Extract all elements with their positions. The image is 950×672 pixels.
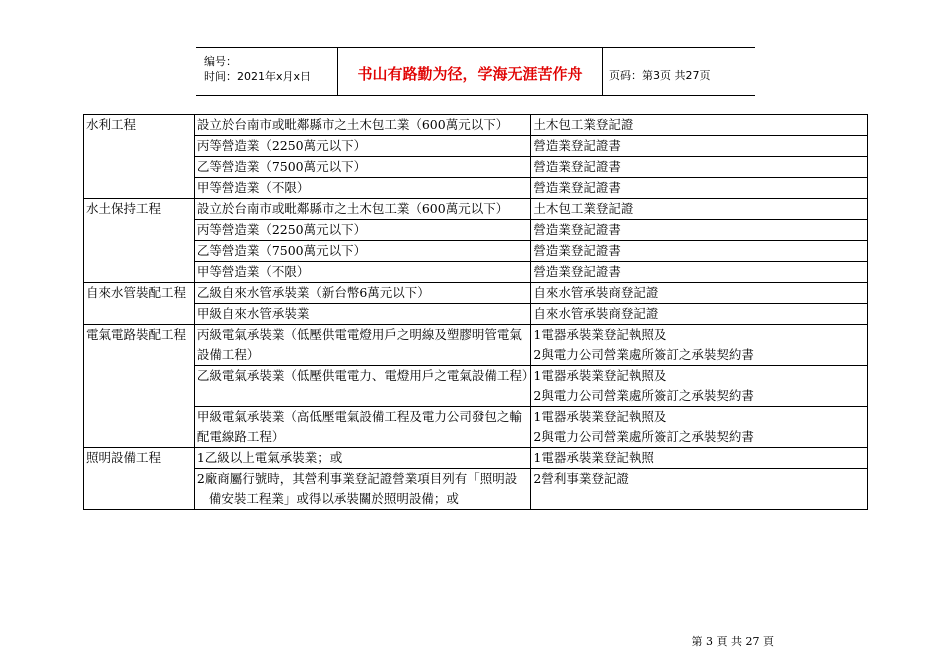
table-row bbox=[84, 448, 868, 469]
qualification-cell: 乙等營造業（7500萬元以下） bbox=[194, 241, 531, 262]
table-row bbox=[84, 407, 868, 448]
qualification-cell: 甲等營造業（不限） bbox=[194, 262, 531, 283]
document-line: 2與電力公司營業處所簽訂之承裝契約書 bbox=[533, 347, 754, 362]
category-cell: 電氣電路裝配工程 bbox=[84, 325, 195, 448]
number-label: 编号： bbox=[204, 55, 237, 68]
qualification-cell: 2廠商屬行號時，其營利事業登記證營業項目列有「照明設備安裝工程業」或得以承裝關於照明設備；或 bbox=[194, 469, 531, 510]
table-row bbox=[84, 283, 868, 304]
qualification-cell: 甲級電氣承裝業（高低壓電氣設備工程及電力公司發包之輸配電線路工程） bbox=[194, 407, 531, 448]
table-row bbox=[84, 304, 868, 325]
qualification-cell: 甲等營造業（不限） bbox=[194, 178, 531, 199]
document-cell: 營造業登記證書 bbox=[531, 178, 868, 199]
document-cell: 1電器承裝業登記執照 bbox=[531, 448, 868, 469]
document-cell: 營造業登記證書 bbox=[531, 241, 868, 262]
qualification-cell: 乙級電氣承裝業（低壓供電電力、電燈用戶之電氣設備工程） bbox=[194, 366, 531, 407]
document-cell: 營造業登記證書 bbox=[531, 262, 868, 283]
table-row bbox=[84, 241, 868, 262]
table-row bbox=[84, 262, 868, 283]
page-header bbox=[196, 47, 755, 96]
qualification-cell: 乙等營造業（7500萬元以下） bbox=[194, 157, 531, 178]
qualification-cell: 丙等營造業（2250萬元以下） bbox=[194, 220, 531, 241]
qualification-cell: 1乙級以上電氣承裝業；或 bbox=[194, 448, 531, 469]
document-line: 1電器承裝業登記執照及 bbox=[533, 409, 667, 424]
table-row bbox=[84, 220, 868, 241]
table-row bbox=[84, 469, 868, 510]
document-line: 1電器承裝業登記執照及 bbox=[533, 368, 667, 383]
qualification-cell: 丙等營造業（2250萬元以下） bbox=[194, 136, 531, 157]
table-row bbox=[84, 136, 868, 157]
category-cell: 水利工程 bbox=[84, 115, 195, 199]
document-cell: 營造業登記證書 bbox=[531, 157, 868, 178]
page-footer: 第 3 頁 共 27 頁 bbox=[691, 635, 774, 648]
document-line: 1電器承裝業登記執照及 bbox=[533, 327, 667, 342]
document-cell: 土木包工業登記證 bbox=[531, 199, 868, 220]
table-row bbox=[84, 178, 868, 199]
table-row bbox=[84, 366, 868, 407]
table-row bbox=[84, 199, 868, 220]
table-row bbox=[84, 115, 868, 136]
document-cell: 自來水管承裝商登記證 bbox=[531, 304, 868, 325]
time-label: 时间：2021年x月x日 bbox=[204, 70, 312, 83]
document-cell bbox=[531, 325, 868, 366]
qualification-cell: 丙級電氣承裝業（低壓供電電燈用戶之明線及塑膠明管電氣設備工程） bbox=[194, 325, 531, 366]
document-cell: 2營利事業登記證 bbox=[531, 469, 868, 510]
header-info bbox=[196, 48, 338, 95]
document-cell: 土木包工業登記證 bbox=[531, 115, 868, 136]
document-cell bbox=[531, 407, 868, 448]
table-row bbox=[84, 157, 868, 178]
table-row bbox=[84, 325, 868, 366]
category-cell: 自來水管裝配工程 bbox=[84, 283, 195, 325]
document-cell: 營造業登記證書 bbox=[531, 220, 868, 241]
qualification-cell: 設立於台南市或毗鄰縣市之土木包工業（600萬元以下） bbox=[194, 199, 531, 220]
qualification-cell: 乙級自來水管承裝業（新台幣6萬元以下） bbox=[194, 283, 531, 304]
category-cell: 水土保持工程 bbox=[84, 199, 195, 283]
qualification-table bbox=[83, 114, 868, 510]
document-cell bbox=[531, 366, 868, 407]
document-line: 2與電力公司營業處所簽訂之承裝契約書 bbox=[533, 388, 754, 403]
qualification-cell: 甲級自來水管承裝業 bbox=[194, 304, 531, 325]
document-cell: 營造業登記證書 bbox=[531, 136, 868, 157]
document-cell: 自來水管承裝商登記證 bbox=[531, 283, 868, 304]
category-cell: 照明設備工程 bbox=[84, 448, 195, 510]
qualification-cell: 設立於台南市或毗鄰縣市之土木包工業（600萬元以下） bbox=[194, 115, 531, 136]
header-page-label: 页码：第3页 共27页 bbox=[609, 68, 711, 82]
document-line: 2與電力公司營業處所簽訂之承裝契約書 bbox=[533, 429, 754, 444]
header-slogan: 书山有路勤为径，学海无涯苦作舟 bbox=[338, 48, 603, 95]
